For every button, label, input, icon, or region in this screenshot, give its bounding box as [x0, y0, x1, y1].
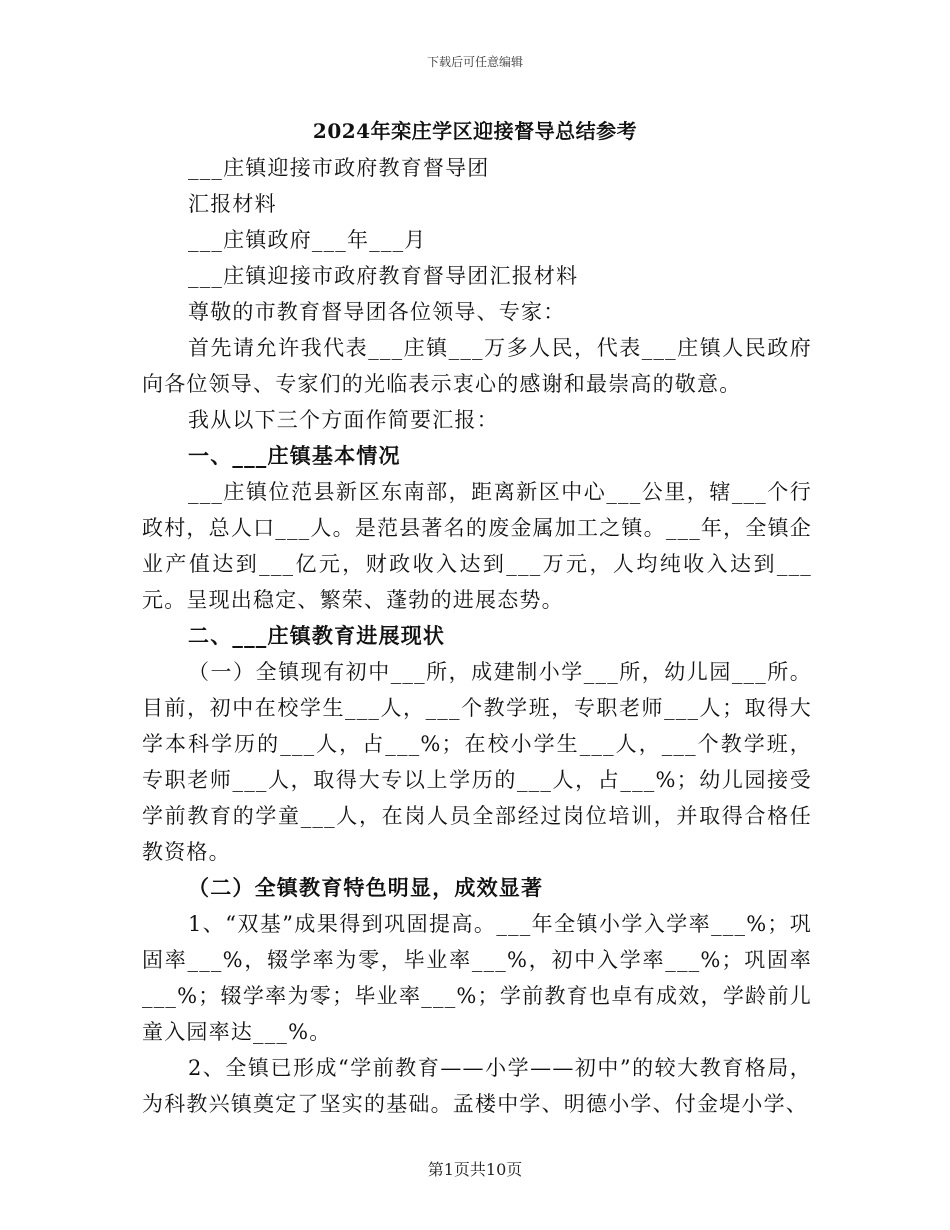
- paragraph: 2、全镇已形成“学前教育——小学——初中”的较大教育格局，为科教兴镇奠定了坚实的基础。孟楼中学、明德小学、付金堤小学、: [142, 1056, 812, 1116]
- section-heading: 二、___庄镇教育进展现状: [188, 623, 446, 648]
- paragraph: ___庄镇政府___年___月: [188, 228, 427, 252]
- paragraph: 汇报材料: [188, 192, 277, 216]
- paragraph: ___庄镇迎接市政府教育督导团: [188, 156, 490, 180]
- paragraph: （一）全镇现有初中___所，成建制小学___所，幼儿园___所。目前，初中在校学生___人，___个教学班，专职老师___人；取得大学本科学历的___人，占___%；在校小学生___人，___个教学班，专职老师___人，取得大专以上学历的___人，占___%；幼儿园接受学前教育的学童___人，在岗人员全部经过岗位培训，并取得合格任教资格。: [142, 660, 812, 864]
- paragraph: ___庄镇位范县新区东南部，距离新区中心___公里，辖___个行政村，总人口___人。是范县著名的废金属加工之镇。___年，全镇企业产值达到___亿元，财政收入达到___万元，人均纯收入达到___元。呈现出稳定、繁荣、蓬勃的进展态势。: [142, 480, 812, 612]
- paragraph: 我从以下三个方面作简要汇报：: [188, 408, 499, 432]
- paragraph: 1、“双基”成果得到巩固提高。___年全镇小学入学率___%；巩固率___%，辍学率为零，毕业率___%，初中入学率___%；巩固率___%；辍学率为零；毕业率___%；学前教育也卓有成效，学龄前儿童入园率达___%。: [142, 912, 812, 1044]
- paragraph: 首先请允许我代表___庄镇___万多人民，代表___庄镇人民政府向各位领导、专家们的光临表示衷心的感谢和最崇高的敬意。: [142, 336, 812, 396]
- document-title: 2024年栾庄学区迎接督导总结参考: [312, 119, 638, 143]
- page-footer: 第1页共10页: [427, 1160, 523, 1179]
- subsection-heading: （二）全镇教育特色明显，成效显著: [188, 875, 544, 900]
- document-body: [142, 150, 812, 1122]
- paragraph: 尊敬的市教育督导团各位领导、专家：: [188, 300, 566, 324]
- header-note: 下载后可任意编辑: [426, 55, 523, 69]
- section-heading: 一、___庄镇基本情况: [188, 443, 401, 468]
- paragraph: ___庄镇迎接市政府教育督导团汇报材料: [188, 264, 579, 288]
